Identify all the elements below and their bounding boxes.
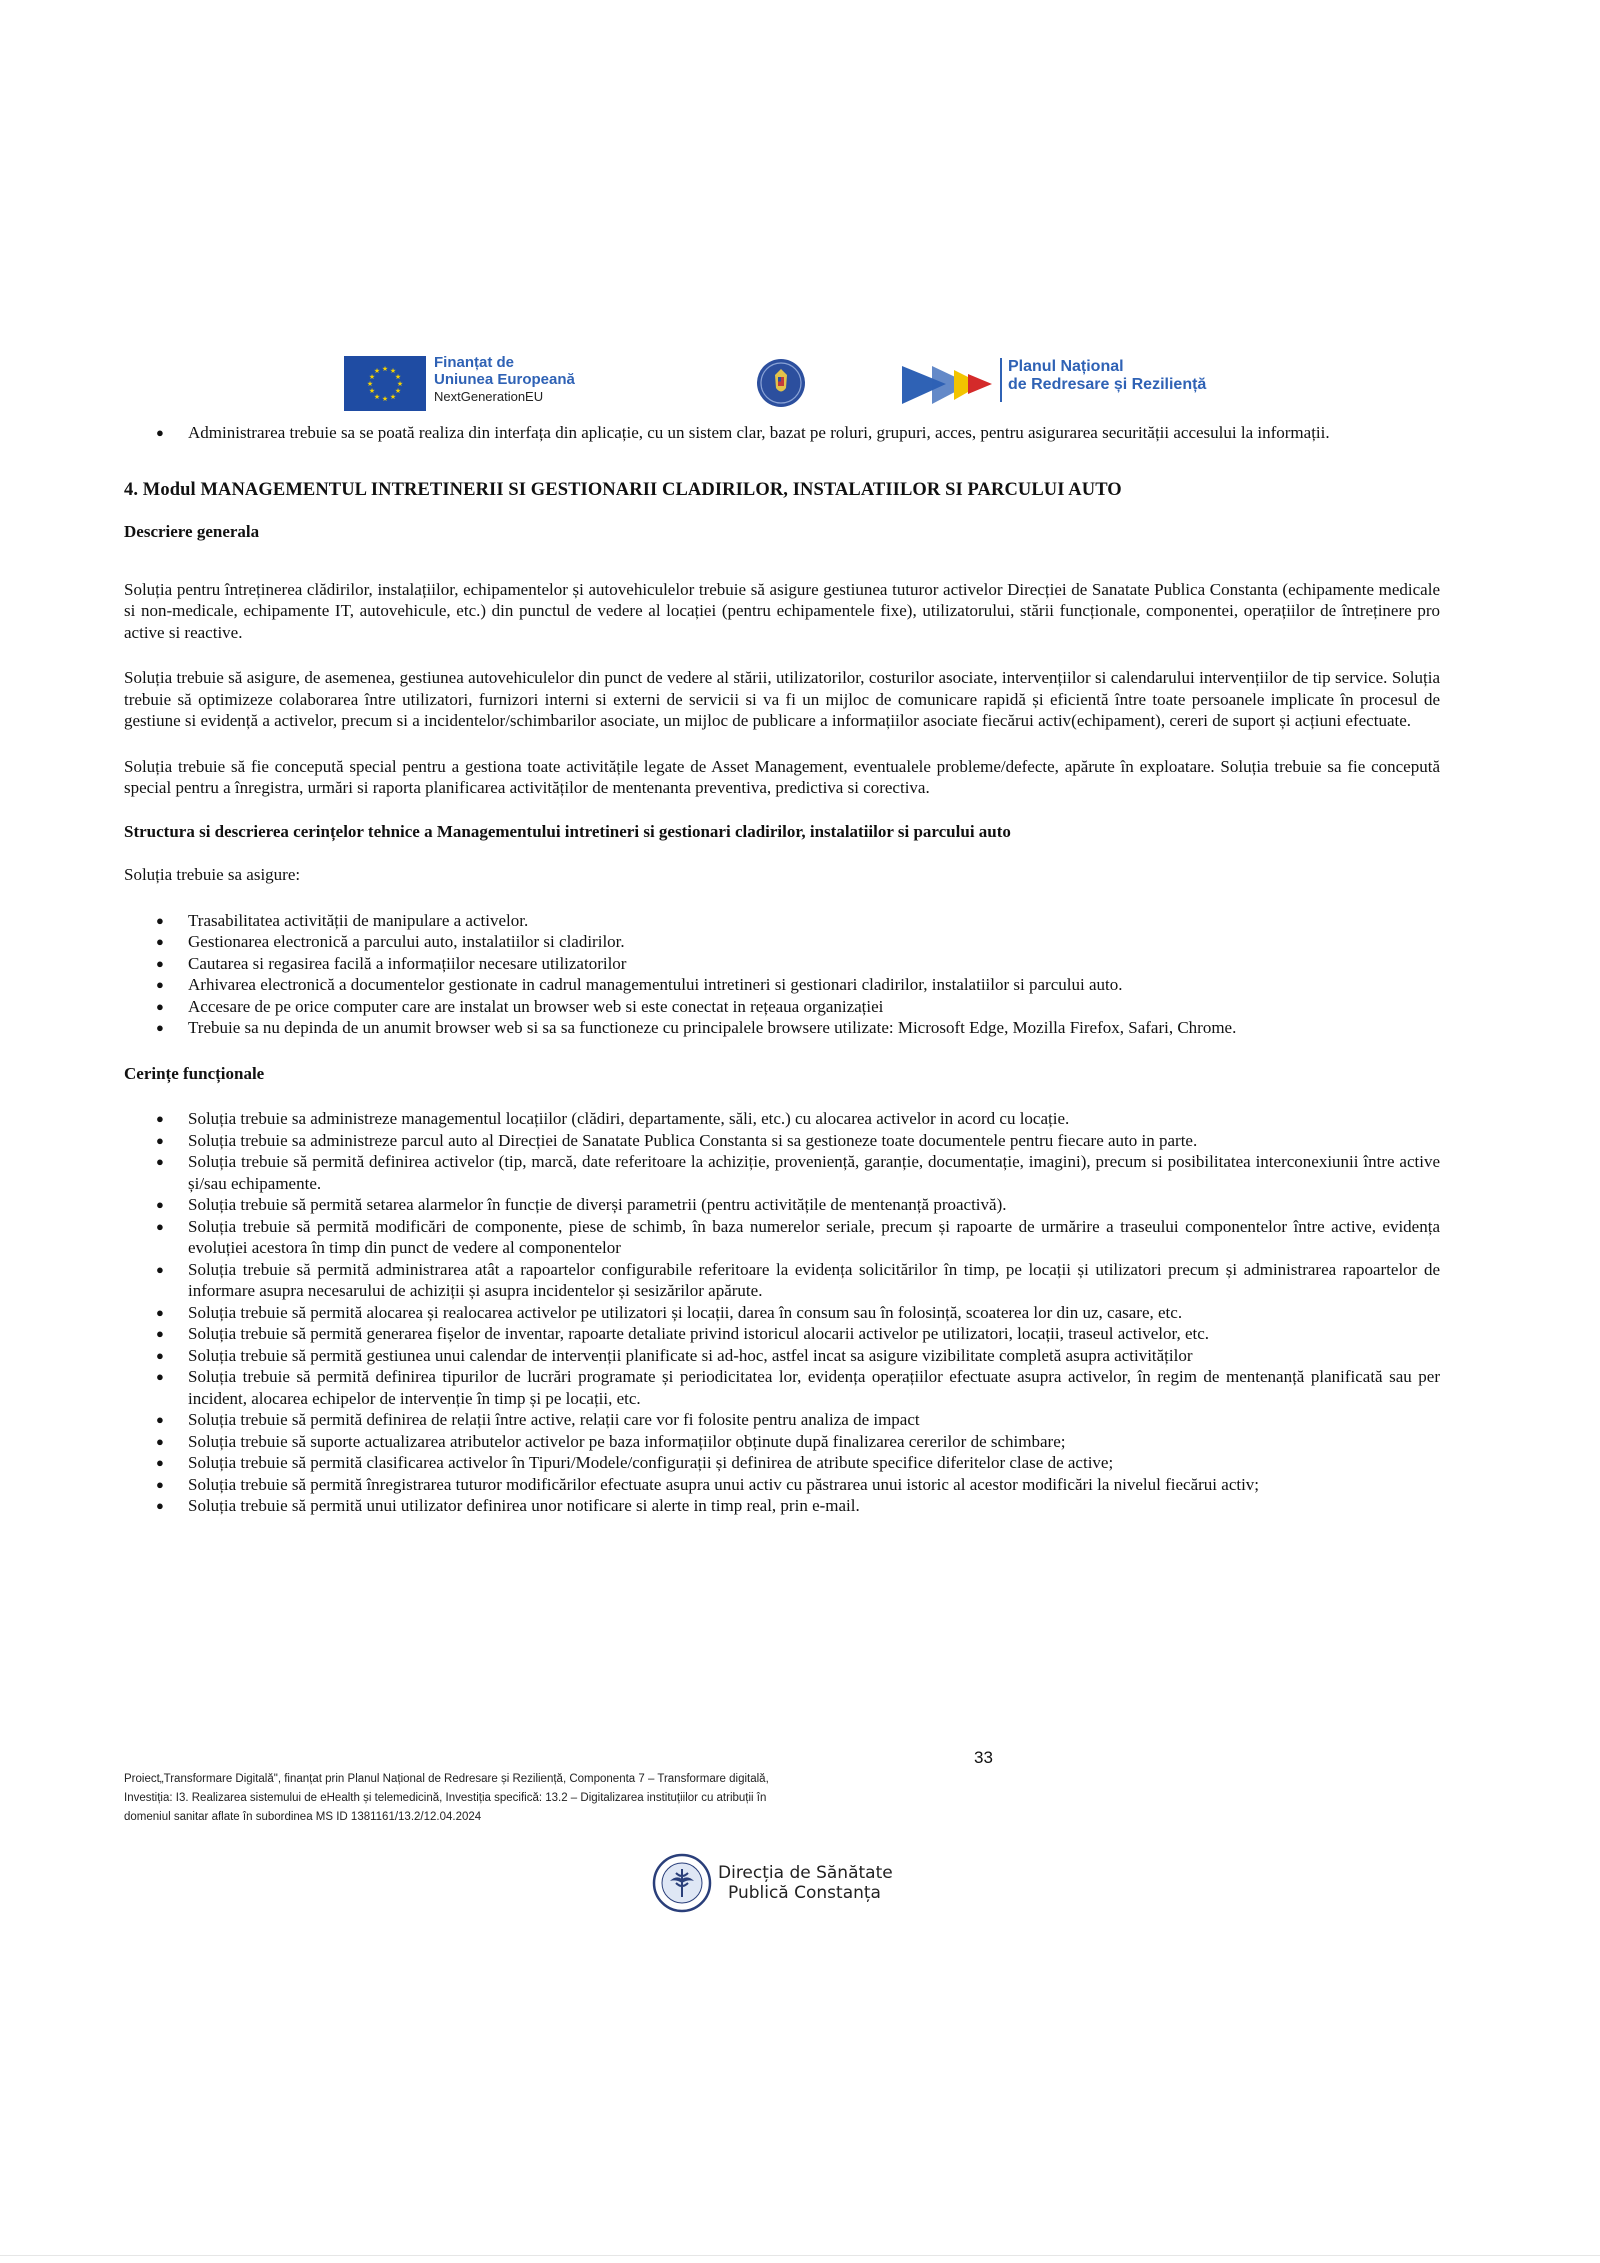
- list-item: ● Soluția trebuie să permită modificări de componente, piese de schimb, în baza numerelor seriale, precum și rapoarte de urmărire a traseului componentelor între active, evidența evoluției acestora în timp din punct de vedere al componentelor: [124, 1216, 1440, 1259]
- list-item: ● Soluția trebuie să suporte actualizarea atributelor activelor pe baza informațiilor obținute după finalizarea cererilor de schimbare;: [124, 1431, 1440, 1453]
- list-item: ● Soluția trebuie să permită înregistrarea tuturor modificărilor efectuate asupra unui activ cu păstrarea unui istoric al acestor modificări la nivelul fiecărui activ;: [124, 1474, 1440, 1496]
- list-item: ● Soluția trebuie să permită unui utilizator definirea unor notificare si alerte in timp real, prin e-mail.: [124, 1495, 1440, 1517]
- dsp-line-1: Direcția de Sănătate: [718, 1863, 893, 1883]
- pnrr-logo-icon: [902, 360, 994, 408]
- list-item: ● Trasabilitatea activității de manipulare a activelor.: [124, 910, 1440, 932]
- section-title: 4. Modul MANAGEMENTUL INTRETINERII SI GESTIONARII CLADIRILOR, INSTALATIILOR SI PARCULUI AUTO: [124, 479, 1122, 500]
- list-item: ● Soluția trebuie să permită alocarea și realocarea activelor pe utilizatori și locații, darea în consum sau în folosință, scoaterea lor din uz, casare, etc.: [124, 1302, 1440, 1324]
- svg-text:★: ★: [396, 380, 404, 388]
- footer-line-2: Investiția: I3. Realizarea sistemului de eHealth și telemedicină, Investiția specifică: 13.2 – Digitalizarea instituțiilor cu atribuții în: [124, 1792, 767, 1804]
- svg-text:★: ★: [394, 373, 402, 381]
- dsp-seal-icon: [652, 1853, 712, 1913]
- footer-line-3: domeniul sanitar aflate în subordinea MS ID 1381161/13.2/12.04.2024: [124, 1811, 482, 1823]
- romanian-government-seal-icon: [756, 358, 806, 408]
- list-item: ● Trebuie sa nu depinda de un anumit browser web si sa sa functioneze cu principalele browsere utilizate: Microsoft Edge, Mozilla Firefox, Safari, Chrome.: [124, 1017, 1440, 1039]
- list-item: ● Soluția trebuie sa administreze managementul locațiilor (clădiri, departamente, săli, etc.) cu alocarea activelor in acord cu locație.: [124, 1108, 1440, 1130]
- svg-text:★: ★: [373, 393, 381, 401]
- page-number: 33: [974, 1748, 993, 1767]
- list-item: ● Accesare de pe orice computer care are instalat un browser web si este conectat in rețeaua organizației: [124, 996, 1440, 1018]
- pnrr-text: [1008, 358, 1206, 394]
- page-edge-divider: [0, 2255, 1600, 2256]
- svg-text:★: ★: [366, 380, 374, 388]
- list-item: ● Soluția trebuie să permită administrarea atât a rapoartelor configurabile referitoare la evidența solicitărilor în timp, pe locații și utilizatori precum și administrarea rapoartelor de informare asupra necesarului de achiziții și asupra incidentelor și sesizărilor apărute.: [124, 1259, 1440, 1302]
- svg-text:★: ★: [381, 365, 389, 373]
- list-item: ● Soluția trebuie să permită generarea fișelor de inventar, rapoarte detaliate privind istoricul alocarii activelor pe utilizatori, locații, traseul activelor, etc.: [124, 1323, 1440, 1345]
- description-paragraph: Soluția pentru întreținerea clădirilor, instalațiilor, echipamentelor și autovehiculelor trebuie să asigure gestiunea tuturor activelor Direcției de Sanatate Publica Constanta (echipamente medicale si non-medicale, echipamente IT, autovehicule, etc.) din punctul de vedere al locației (pentru echipamentele fixe), utilizatorului, stării funcționale, componentei, operațiilor de întreținere pro active si reactive.: [124, 579, 1440, 642]
- eu-line-1: Finanțat de: [434, 354, 515, 371]
- eu-funding-text: [434, 354, 575, 405]
- svg-text:★: ★: [381, 395, 389, 403]
- list-item: ● Soluția trebuie să permită gestiunea unui calendar de intervenții planificate si ad-hoc, astfel incat sa asigure vizibilitate completă asupra activităților: [124, 1345, 1440, 1367]
- svg-text:★: ★: [389, 393, 397, 401]
- svg-text:★: ★: [389, 367, 397, 375]
- footer-line-1: Proiect„Transformare Digitală", finanțat prin Planul Național de Redresare și Reziliență, Componenta 7 – Transformare digitală,: [124, 1773, 769, 1785]
- pnrr-line-2: de Redresare și Reziliență: [1008, 376, 1207, 393]
- structure-intro: Soluția trebuie sa asigure:: [124, 865, 301, 884]
- list-item: ● Administrarea trebuie sa se poată realiza din interfața din aplicație, cu un sistem clar, bazat pe roluri, grupuri, acces, pentru asigurarea securității accesului la informații.: [124, 422, 1440, 444]
- pnrr-line-1: Planul Național: [1008, 358, 1124, 375]
- svg-text:★: ★: [368, 373, 376, 381]
- list-item: ● Soluția trebuie să permită definirea de relații între active, relații care vor fi folosite pentru analiza de impact: [124, 1409, 1440, 1431]
- svg-text:★: ★: [368, 387, 376, 395]
- project-footer-note: [124, 1770, 1004, 1827]
- description-paragraph: Soluția trebuie să fie concepută special pentru a gestiona toate activitățile legate de Asset Management, eventualele probleme/defecte, apărute în exploatare. Soluția trebuie sa fie concepută special pentru a înregistra, urmări si raporta planificarea activităților de mentenanta preventiva, predictiva si corectiva.: [124, 756, 1440, 797]
- list-item: ● Gestionarea electronică a parcului auto, instalatiilor si cladirilor.: [124, 931, 1440, 953]
- list-item: ● Soluția trebuie să permită setarea alarmelor în funcție de diverși parametrii (pentru activitățile de mentenanță proactivă).: [124, 1194, 1440, 1216]
- description-paragraph: Soluția trebuie să asigure, de asemenea, gestiunea autovehiculelor din punct de vedere al stării, utilizatorilor, costurilor asociate, intervențiilor si calendarului intervențiilor de tip service. Soluția trebuie să optimizeze colaborarea între utilizatori, furnizori interni si externi de servicii si va fi un mijloc de comunicare rapidă și eficientă între toate persoanele implicate în procesul de gestiune si evidență a activelor, precum si a incidentelor/schimbarilor asociate, un mijloc de publicare a informațiilor asociate fiecărui activ(echipament), cereri de suport și acțiuni efectuate.: [124, 668, 1440, 730]
- functional-bullet-list: [124, 1108, 1440, 1517]
- pnrr-divider: [1000, 358, 1002, 402]
- funding-logos-header: [0, 352, 1600, 414]
- dsp-constanta-logo: [652, 1853, 942, 1915]
- svg-text:★: ★: [373, 367, 381, 375]
- functional-heading: Cerințe funcționale: [124, 1063, 265, 1083]
- description-heading: Descriere generala: [124, 522, 260, 541]
- list-item: ● Soluția trebuie să permită definirea activelor (tip, marcă, date referitoare la achiziție, proveniență, garanție, documentație, imagini), precum si posibilitatea interconexiunii între active și/sau echipamente.: [124, 1151, 1440, 1194]
- list-item: ● Arhivarea electronică a documentelor gestionate in cadrul managementului intretineri si gestionari cladirilor, instalatiilor si parcului auto.: [124, 974, 1440, 996]
- list-item: ● Soluția trebuie să permită definirea tipurilor de lucrări programate și periodicitatea lor, evidența operațiilor efectuate asupra activelor, în regim de mentenanță planificată sau per incident, alocarea echipelor de intervenție în timp și pe locații, etc.: [124, 1366, 1440, 1409]
- eu-flag-icon: [344, 356, 426, 411]
- intro-bullet-list: [124, 422, 1440, 444]
- structure-bullet-list: [124, 910, 1440, 1039]
- dsp-text: [718, 1863, 893, 1903]
- eu-line-2: Uniunea Europeană: [434, 371, 575, 388]
- document-body: [124, 422, 1440, 1517]
- list-item: ● Soluția trebuie să permită clasificarea activelor în Tipuri/Modele/configurații și definirea de atribute specifice diferitelor clase de active;: [124, 1452, 1440, 1474]
- structure-heading: Structura si descrierea cerințelor tehnice a Managementului intretineri si gestionari cladirilor, instalatiilor si parcului auto: [124, 821, 1011, 841]
- svg-text:★: ★: [394, 387, 402, 395]
- dsp-line-2: Publică Constanța: [728, 1883, 881, 1903]
- list-item: ● Soluția trebuie sa administreze parcul auto al Direcției de Sanatate Publica Constanta si sa gestioneze toate documentele pentru fiecare auto in parte.: [124, 1130, 1440, 1152]
- eu-line-3: NextGenerationEU: [434, 389, 544, 404]
- list-item: ● Cautarea si regasirea facilă a informațiilor necesare utilizatorilor: [124, 953, 1440, 975]
